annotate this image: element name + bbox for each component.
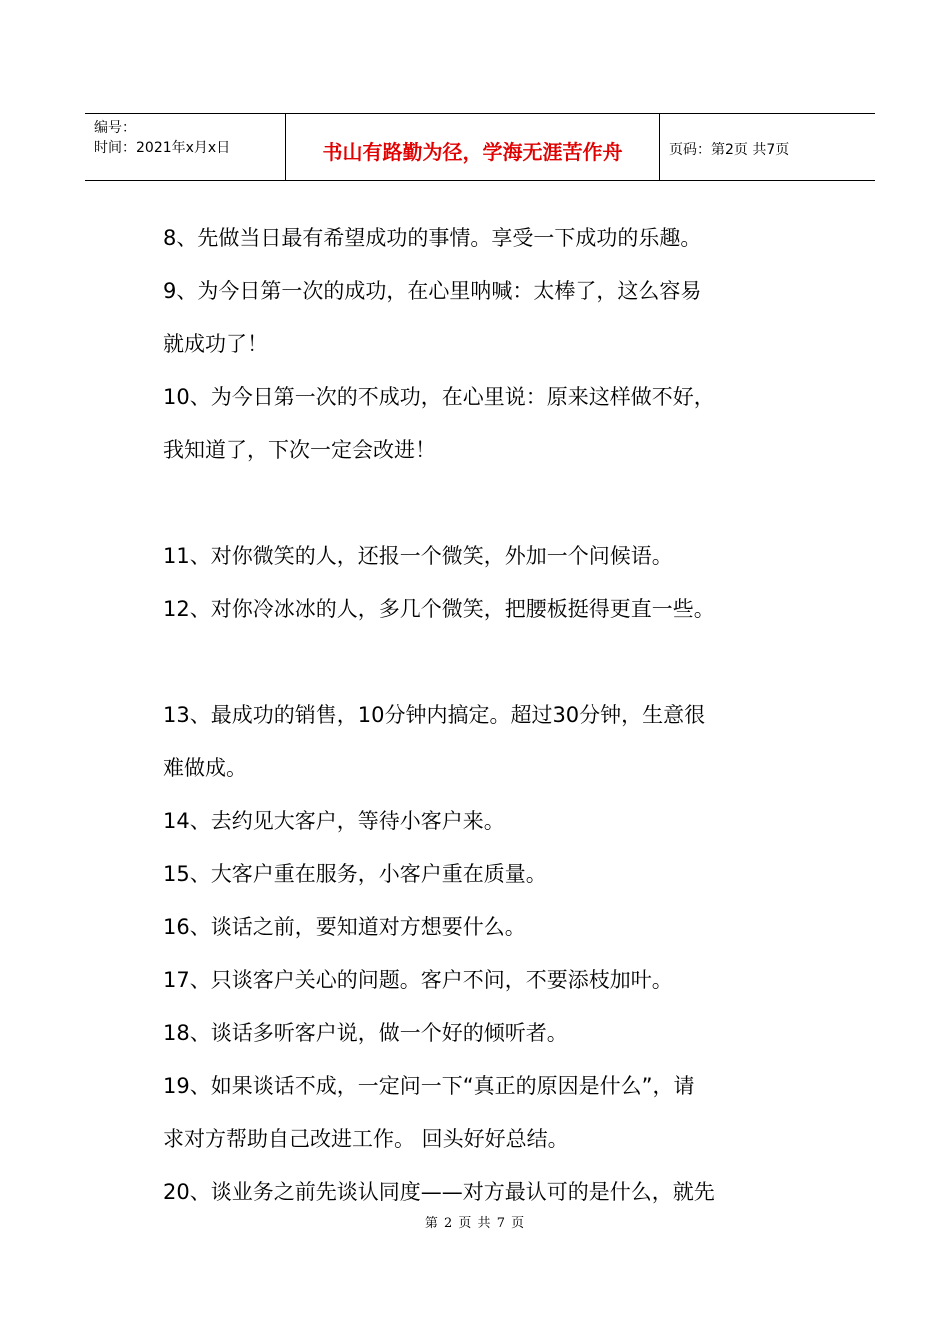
- body-line: 8、先做当日最有希望成功的事情。享受一下成功的乐趣。: [163, 226, 702, 250]
- page-info-cell: [660, 114, 875, 180]
- body-line: 12、对你冷冰冰的人，多几个微笑，把腰板挺得更直一些。: [163, 597, 715, 621]
- paragraph-gap: [163, 636, 813, 689]
- motto-text: 书山有路勤为径，学海无涯苦作舟: [322, 139, 623, 164]
- motto-cell: [286, 114, 660, 180]
- body-line: 难做成。: [163, 756, 247, 780]
- body-line: 求对方帮助自己改进工作。 回头好好总结。: [163, 1127, 569, 1151]
- page-footer: [0, 1212, 950, 1231]
- body-line: 10、为今日第一次的不成功，在心里说：原来这样做不好，: [163, 385, 715, 409]
- footer-page-number: 第 2 页 共 7 页: [424, 1216, 526, 1231]
- number-label: 编号：: [94, 120, 136, 136]
- body-line: 我知道了，下次一定会改进！: [163, 438, 436, 462]
- body-line: 9、为今日第一次的成功，在心里呐喊：太棒了，这么容易: [163, 279, 702, 303]
- time-label: 时间：2021年x月x日: [94, 140, 231, 156]
- body-line: 19、如果谈话不成，一定问一下“真正的原因是什么”，请: [163, 1074, 695, 1098]
- body-line: 17、只谈客户关心的问题。客户不问，不要添枝加叶。: [163, 968, 673, 992]
- body-line: 20、谈业务之前先谈认同度——对方最认可的是什么，就先: [163, 1180, 715, 1204]
- header-meta-cell: [85, 114, 286, 180]
- body-line: 13、最成功的销售，10分钟内搞定。超过30分钟，生意很: [163, 703, 706, 727]
- paragraph-gap: [163, 477, 813, 530]
- body-line: 15、大客户重在服务，小客户重在质量。: [163, 862, 547, 886]
- body-line: 18、谈话多听客户说，做一个好的倾听者。: [163, 1021, 568, 1045]
- body-line: 就成功了！: [163, 332, 268, 356]
- body-line: 14、去约见大客户，等待小客户来。: [163, 809, 505, 833]
- document-header: [85, 113, 875, 181]
- page-info-text: 页码：第2页 共7页: [669, 142, 790, 158]
- document-body: [163, 212, 813, 1219]
- body-line: 16、谈话之前，要知道对方想要什么。: [163, 915, 526, 939]
- body-line: 11、对你微笑的人，还报一个微笑，外加一个问候语。: [163, 544, 673, 568]
